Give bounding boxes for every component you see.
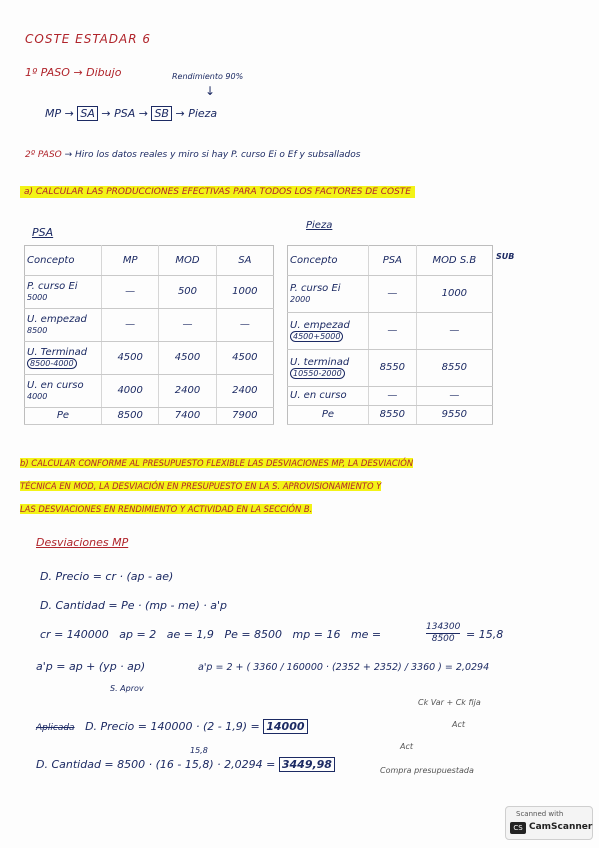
- value-cr: cr = 140000: [40, 628, 109, 641]
- cell: 2400: [216, 374, 273, 407]
- scanner-brand: CamScanner: [529, 822, 593, 832]
- side-note: Compra presupuestada: [380, 766, 474, 775]
- question-b: [20, 452, 413, 521]
- cell: 2400: [159, 374, 216, 407]
- question-a: a) CALCULAR LAS PRODUCCIONES EFECTIVAS PARA TODOS LOS FACTORES DE COSTE: [20, 186, 415, 198]
- cell: 9550: [416, 405, 492, 424]
- cell: —: [416, 312, 492, 349]
- psa-header: MOD: [159, 246, 216, 276]
- cell: 8550: [369, 405, 417, 424]
- formula-precio: D. Precio = cr · (ap - ae): [40, 570, 174, 583]
- app-calculation: a'p = 2 + ( 3360 / 160000 · (2352 + 2352) / 3360 ) = 2,0294: [198, 662, 490, 673]
- cell: 1000: [216, 276, 273, 309]
- formula-cantidad: D. Cantidad = Pe · (mp - me) · a'p: [40, 599, 227, 612]
- side-note: Act: [400, 742, 414, 751]
- step2: 2º PASO → Hiro los datos reales y miro si hay P. curso Ei o Ef y subsallados: [25, 150, 361, 160]
- row-concept: U. en curso: [290, 390, 347, 402]
- table-row: [25, 276, 274, 309]
- flow-sb: SB: [151, 106, 172, 121]
- result-text: D. Cantidad = 8500 · (16 - 15,8) · 2,0294 =: [36, 758, 276, 771]
- table-row: [288, 312, 493, 349]
- psa-header: SA: [216, 246, 273, 276]
- scanner-top: Scanned with: [516, 810, 564, 818]
- row-sub: 2000: [290, 294, 311, 304]
- page-title: COSTE ESTADAR 6: [25, 32, 152, 46]
- flow-sa: SA: [77, 106, 98, 121]
- table-row: [288, 349, 493, 386]
- step1-text: Dibujo: [86, 66, 122, 79]
- result-answer: 3449,98: [279, 757, 335, 772]
- pieza-table: [287, 245, 493, 425]
- row-sub: 4000: [27, 391, 48, 401]
- row-concept: P. curso Ei: [290, 282, 341, 294]
- question-b-line: LAS DESVIACIONES EN RENDIMIENTO Y ACTIVIDAD EN LA SECCIÓN B.: [20, 504, 313, 514]
- cell: 4500: [159, 341, 216, 374]
- flow-pieza: Pieza: [188, 107, 218, 120]
- psa-header: MP: [102, 246, 159, 276]
- cell: 7400: [159, 407, 216, 424]
- table-row: [25, 374, 274, 407]
- value-ae: ae = 1,9: [166, 628, 214, 641]
- side-note: Act: [452, 720, 466, 729]
- result-answer: 14000: [263, 719, 307, 734]
- result-text: D. Precio = 140000 · (2 - 1,9) =: [85, 720, 260, 733]
- psa-header: Concepto: [25, 246, 102, 276]
- row-concept: U. en curso: [27, 379, 84, 391]
- me-denominator: 8500: [431, 634, 455, 644]
- value-me: me =: [350, 628, 382, 641]
- section-title: Desviaciones MP: [36, 536, 129, 549]
- table-row: [288, 276, 493, 313]
- question-b-line: b) CALCULAR CONFORME AL PRESUPUESTO FLEXIBLE LAS DESVIACIONES MP, LA DESVIACIÓN: [20, 458, 414, 468]
- table-row: [25, 407, 274, 424]
- row-concept: P. curso Ei: [27, 280, 78, 292]
- result-label: Aplicada: [36, 723, 75, 733]
- table-row: [288, 386, 493, 405]
- question-b-line: TÉCNICA EN MOD, LA DESVIACIÓN EN PRESUPUESTO EN LA S. APROVISIONAMIENTO Y: [20, 481, 382, 491]
- step2-label: 2º PASO: [25, 150, 62, 160]
- cell: —: [159, 308, 216, 341]
- value-pe: Pe = 8500: [224, 628, 283, 641]
- row-concept: Pe: [56, 410, 70, 422]
- pieza-table-title: Pieza: [306, 220, 333, 231]
- cell: 1000: [416, 276, 492, 313]
- rendimiento-note: Rendimiento 90%: [172, 72, 244, 81]
- given-values: [40, 628, 381, 641]
- result-cantidad: [36, 758, 335, 771]
- value-ap: ap = 2: [119, 628, 157, 641]
- row-concept: U. Terminad: [27, 346, 88, 358]
- row-concept: U. empezad: [27, 313, 87, 325]
- row-concept: Pe: [321, 409, 335, 421]
- cell: 8550: [416, 349, 492, 386]
- result-precio: [36, 720, 308, 733]
- table-row: [288, 405, 493, 424]
- pieza-header: Concepto: [288, 246, 369, 276]
- pieza-extra-header: SUB: [496, 252, 515, 261]
- row-sub: 8500-4000: [27, 358, 77, 369]
- psa-table-title: PSA: [32, 226, 54, 239]
- cell: 7900: [216, 407, 273, 424]
- cell: —: [369, 312, 417, 349]
- flow-psa: PSA: [114, 107, 136, 120]
- cell: —: [369, 276, 417, 313]
- pieza-header: PSA: [369, 246, 417, 276]
- cell: 4500: [216, 341, 273, 374]
- app-note: S. Aprov: [110, 684, 144, 693]
- app-formula: a'p = ap + (yp · ap): [36, 660, 146, 673]
- table-row: [25, 341, 274, 374]
- cell: 4500: [102, 341, 159, 374]
- psa-table: [24, 245, 274, 425]
- me-fraction: [426, 622, 460, 645]
- cell: —: [102, 308, 159, 341]
- cell: 500: [159, 276, 216, 309]
- row-sub: 10550-2000: [290, 368, 345, 379]
- step2-text: Hiro los datos reales y miro si hay P. curso Ei o Ef y subsallados: [75, 150, 361, 160]
- row-sub: 4500+5000: [290, 331, 343, 342]
- cell: 8550: [369, 349, 417, 386]
- side-note: Ck Var + Ck fija: [418, 698, 481, 707]
- row-sub: 5000: [27, 292, 48, 302]
- result-sup: 15,8: [190, 746, 208, 755]
- arrow-down-icon: ↓: [205, 84, 216, 98]
- table-row: [25, 308, 274, 341]
- me-result: = 15,8: [466, 628, 504, 641]
- pieza-header: MOD S.B: [416, 246, 492, 276]
- me-numerator: 134300: [426, 622, 461, 632]
- cell: 4000: [102, 374, 159, 407]
- flow-line: MP → SA → PSA → SB → Pieza: [45, 107, 218, 120]
- row-concept: U. empezad: [290, 319, 350, 331]
- flow-mp: MP: [45, 107, 62, 120]
- camscanner-icon: CS: [510, 822, 526, 834]
- step1-label: 1º PASO: [25, 66, 70, 79]
- step1: 1º PASO → Dibujo: [25, 66, 122, 79]
- camscanner-logo: [505, 806, 593, 840]
- cell: —: [216, 308, 273, 341]
- row-sub: 8500: [27, 325, 48, 335]
- cell: —: [369, 386, 417, 405]
- value-mp: mp = 16: [292, 628, 341, 641]
- row-concept: U. terminad: [290, 356, 350, 368]
- cell: 8500: [102, 407, 159, 424]
- cell: —: [102, 276, 159, 309]
- cell: —: [416, 386, 492, 405]
